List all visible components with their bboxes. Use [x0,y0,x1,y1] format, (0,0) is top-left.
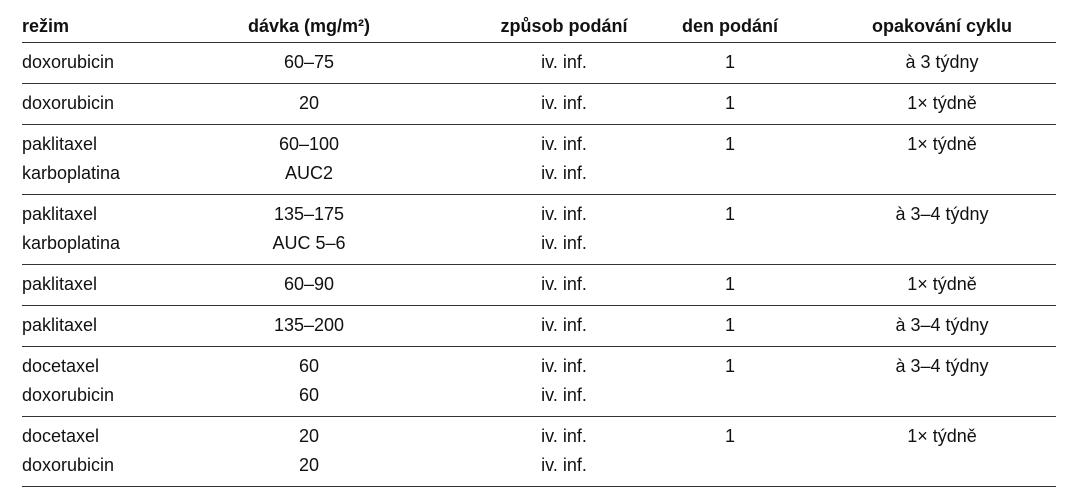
header-rezim: režim [22,16,70,36]
cell-davka: 135–175 AUC 5–6 [272,204,346,253]
table-row [22,347,1056,417]
cell-davka: 60–75 [283,52,335,72]
table-header [22,8,1056,43]
cell-zpusob: iv. inf. iv. inf. [541,356,587,405]
cell-cyklus: à 3–4 týdny [895,356,989,376]
cell-davka: 20 [298,93,320,113]
cell-rezim: doxorubicin [22,52,115,72]
cell-zpusob: iv. inf. iv. inf. [541,134,587,183]
cell-cyklus: à 3–4 týdny [895,315,989,335]
cell-den: 1 [724,356,735,376]
table-row [22,195,1056,265]
cell-rezim: docetaxel doxorubicin [22,426,115,475]
cell-zpusob: iv. inf. iv. inf. [541,204,587,253]
cell-davka: 60 60 [298,356,320,405]
cell-davka: 60–90 [283,274,335,294]
cell-zpusob: iv. inf. [541,93,587,113]
table-row [22,306,1056,347]
header-den: den podání [682,16,778,36]
header-cyklus: opakování cyklu [871,16,1013,36]
cell-cyklus: 1× týdně [907,274,977,294]
cell-den: 1 [724,134,735,154]
regimen-table [22,8,1056,487]
cell-rezim: doxorubicin [22,93,115,113]
cell-zpusob: iv. inf. [541,315,587,335]
table-row [22,265,1056,306]
cell-davka: 135–200 [273,315,345,335]
cell-den: 1 [724,426,735,446]
cell-rezim: paklitaxel karboplatina [22,134,121,183]
cell-zpusob: iv. inf. [541,274,587,294]
cell-rezim: docetaxel doxorubicin [22,356,115,405]
cell-den: 1 [724,274,735,294]
cell-rezim: paklitaxel karboplatina [22,204,121,253]
cell-davka: 60–100 AUC2 [278,134,340,183]
cell-zpusob: iv. inf. [541,52,587,72]
cell-cyklus: à 3–4 týdny [895,204,989,224]
cell-cyklus: 1× týdně [907,426,977,446]
cell-den: 1 [724,315,735,335]
table-row [22,125,1056,195]
cell-rezim: paklitaxel [22,315,98,335]
cell-den: 1 [724,204,735,224]
cell-zpusob: iv. inf. iv. inf. [541,426,587,475]
cell-davka: 20 20 [298,426,320,475]
cell-den: 1 [724,52,735,72]
table-row [22,43,1056,84]
header-davka: dávka (mg/m²) [247,16,371,36]
cell-cyklus: 1× týdně [907,134,977,154]
table-row [22,417,1056,487]
cell-rezim: paklitaxel [22,274,98,294]
cell-cyklus: 1× týdně [907,93,977,113]
cell-den: 1 [724,93,735,113]
header-zpusob: způsob podání [500,16,628,36]
table-row [22,84,1056,125]
cell-cyklus: à 3 týdny [905,52,979,72]
